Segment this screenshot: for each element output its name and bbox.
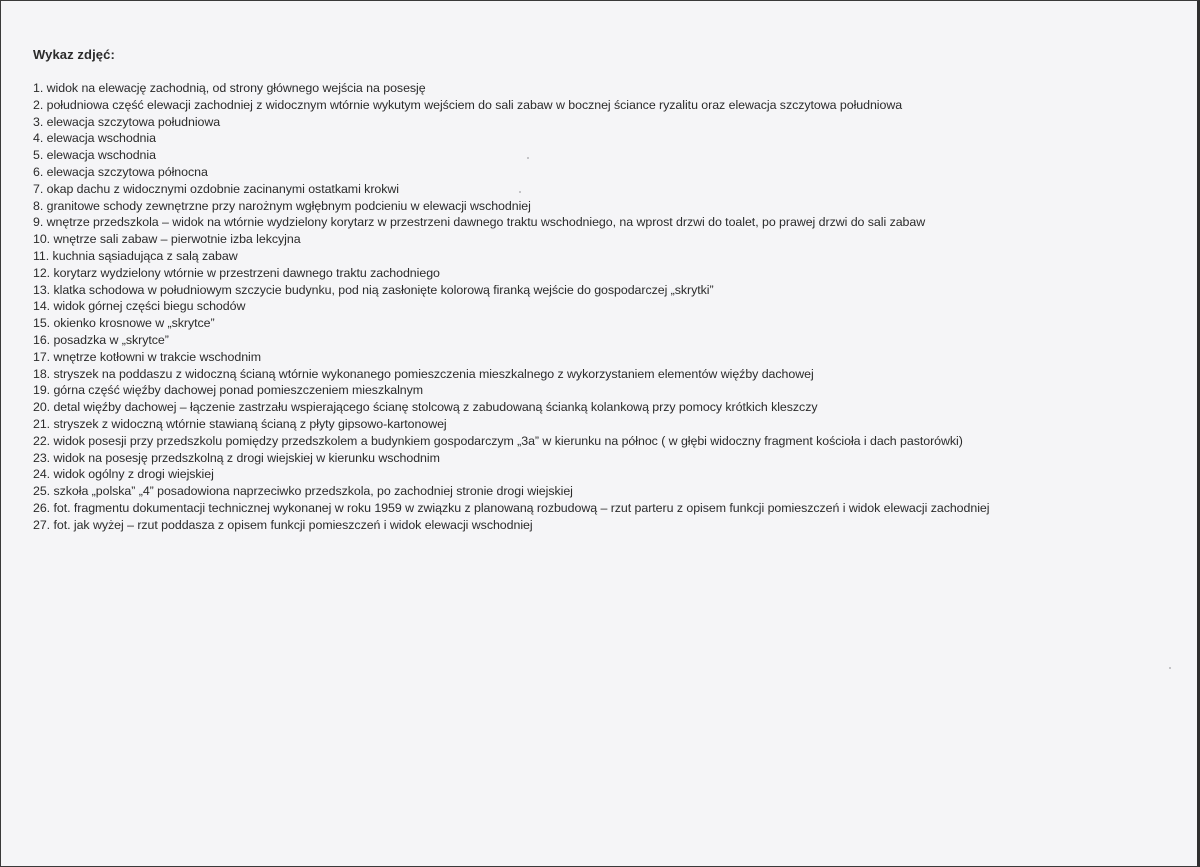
list-item: 6. elewacja szczytowa północna	[33, 164, 208, 179]
list-item: 12. korytarz wydzielony wtórnie w przestrzeni dawnego traktu zachodniego	[33, 265, 440, 280]
list-item: 18. stryszek na poddaszu z widoczną ścianą wtórnie wykonanego pomieszczenia mieszkalnego z wykorzystaniem elementów więźby dachowej	[33, 366, 814, 381]
list-item: 23. widok na posesję przedszkolną z drogi wiejskiej w kierunku wschodnim	[33, 450, 440, 465]
list-item: 11. kuchnia sąsiadująca z salą zabaw	[33, 248, 238, 263]
scan-speck	[519, 191, 521, 193]
list-item: 22. widok posesji przy przedszkolu pomiędzy przedszkolem a budynkiem gospodarczym „3a” w kierunku na północ ( w głębi widoczny fragment kościoła i dach pastorówki)	[33, 433, 963, 448]
list-item: 21. stryszek z widoczną wtórnie stawianą ścianą z płyty gipsowo-kartonowej	[33, 416, 447, 431]
list-item: 24. widok ogólny z drogi wiejskiej	[33, 467, 214, 482]
list-item: 26. fot. fragmentu dokumentacji technicznej wykonanej w roku 1959 w związku z planowaną rozbudową – rzut parteru z opisem funkcji pomieszczeń i widok elewacji zachodniej	[33, 500, 990, 515]
list-item: 25. szkoła „polska” „4” posadowiona naprzeciwko przedszkola, po zachodniej stronie drogi wiejskiej	[33, 484, 573, 499]
list-item: 17. wnętrze kotłowni w trakcie wschodnim	[33, 349, 262, 364]
list-item: 15. okienko krosnowe w „skrytce”	[33, 316, 215, 331]
photo-list	[33, 80, 989, 534]
list-item: 9. wnętrze przedszkola – widok na wtórnie wydzielony korytarz w przestrzeni dawnego traktu wschodniego, na wprost drzwi do toalet, po prawej drzwi do sali zabaw	[33, 215, 926, 230]
scan-speck	[527, 157, 529, 159]
list-item: 10. wnętrze sali zabaw – pierwotnie izba lekcyjna	[33, 232, 301, 247]
list-item: 4. elewacja wschodnia	[33, 131, 156, 146]
list-item: 19. górna część więźby dachowej ponad pomieszczeniem mieszkalnym	[33, 383, 424, 398]
list-item: 3. elewacja szczytowa południowa	[33, 114, 221, 129]
scan-speck	[1169, 667, 1171, 669]
list-item: 2. południowa część elewacji zachodniej z widocznym wtórnie wykutym wejściem do sali zabaw w bocznej ściance ryzalitu oraz elewacja szczytowa południowa	[33, 97, 903, 112]
list-item: 5. elewacja wschodnia	[33, 148, 156, 163]
list-item: 13. klatka schodowa w południowym szczycie budynku, pod nią zasłonięte kolorową firanką wejście do gospodarczej „skrytki”	[33, 282, 714, 297]
list-item: 8. granitowe schody zewnętrzne przy narożnym wgłębnym podcieniu w elewacji wschodniej	[33, 198, 531, 213]
list-item: 27. fot. jak wyżej – rzut poddasza z opisem funkcji pomieszczeń i widok elewacji wschodniej	[33, 517, 533, 532]
document-title: Wykaz zdjęć:	[33, 47, 115, 62]
list-item: 14. widok górnej części biegu schodów	[33, 299, 246, 314]
list-item: 16. posadzka w „skrytce”	[33, 332, 169, 347]
list-item: 20. detal więźby dachowej – łączenie zastrzału wspierającego ścianę stolcową z zabudowaną ścianką kolankową przy pomocy krótkich kleszczy	[33, 400, 818, 415]
list-item: 7. okap dachu z widocznymi ozdobnie zacinanymi ostatkami krokwi	[33, 181, 399, 196]
list-item: 1. widok na elewację zachodnią, od strony głównego wejścia na posesję	[33, 81, 426, 95]
